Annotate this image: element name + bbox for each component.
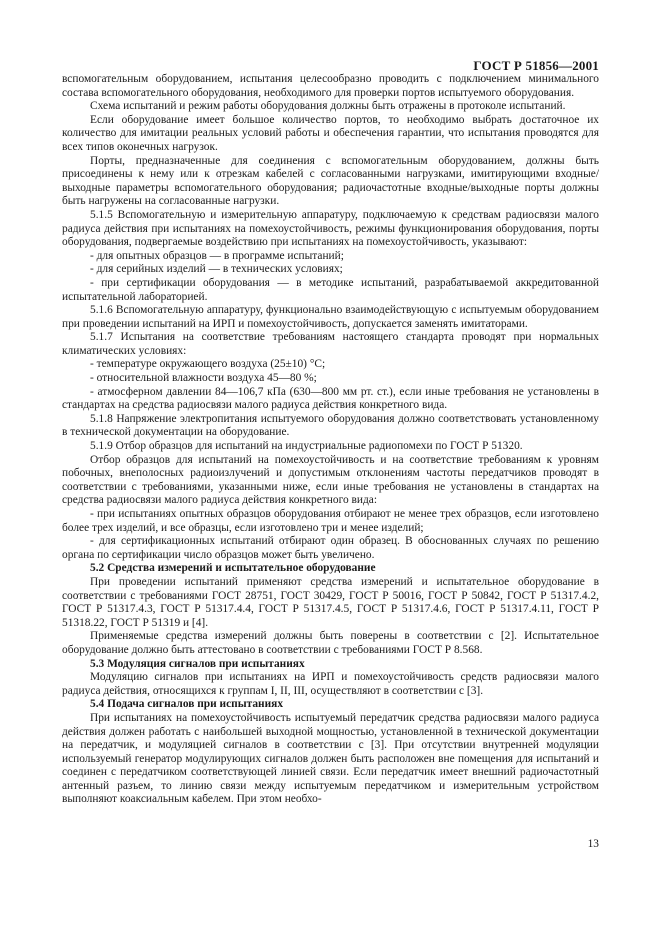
list-item: - температуре окружающего воздуха (25±10) °С;: [90, 358, 326, 371]
list-item: - для опытных образцов — в программе испытаний;: [90, 249, 344, 262]
list-item: - при сертификации оборудования — в методике испытаний, разрабатываемой аккредитованной испытательной лабораторией.: [62, 276, 599, 303]
list-item: - для серийных изделий — в технических условиях;: [90, 263, 343, 276]
section-heading-5-3: 5.3 Модуляция сигналов при испытаниях: [90, 657, 305, 670]
paragraph: Если оборудование имеет большое количество портов, то необходимо выбрать достаточное их количество для имитации реальных условий работы и обеспечения гарантии, что испытания проводятся для всех типов оконечных нагрузок.: [62, 113, 599, 153]
clause-5-1-7: 5.1.7 Испытания на соответствие требованиям настоящего стандарта проводят при нормальных климатических условиях:: [62, 331, 599, 357]
list-item: - для сертификационных испытаний отбирают один образец. В обоснованных случаях по решению органа по сертификации число образцов может быть увеличено.: [62, 535, 599, 561]
body-text: [62, 73, 599, 807]
list-item: - атмосферном давлении 84—106,7 кПа (630—800 мм рт. ст.), если иные требования не установлены в стандартах на средства радиосвязи малого радиуса действия конкретного вида.: [62, 385, 599, 412]
list-item: - относительной влажности воздуха 45—80 %;: [90, 372, 317, 385]
paragraph: Модуляцию сигналов при испытаниях на ИРП и помехоустойчивость средств радиосвязи малого радиуса действия, относящихся к группам I, II, III, осуществляют в соответствии с [3].: [62, 671, 599, 697]
paragraph: При проведении испытаний применяют средства измерений и испытательное оборудование в соответствии с требованиями ГОСТ 28751, ГОСТ 30429, ГОСТ Р 50016, ГОСТ Р 50842, ГОСТ Р 51317.4.2, ГОСТ Р 51317.4.3, ГОСТ Р 51317.4.4, ГОСТ Р 51317.4.5, ГОСТ Р 51317.4.6, ГОСТ Р 51317.4.11, ГОСТ Р 51318.22, ГОСТ Р 51319 и [4].: [62, 575, 599, 629]
page-number: 13: [587, 838, 599, 850]
clause-5-1-5: 5.1.5 Вспомогательную и измерительную аппаратуру, подключаемую к средствам радиосвязи малого радиуса действия при испытаниях на помехоустойчивость, режимы функционирования оборудования, порты оборудования, подвергаемые воздействию при испытаниях на помехоустойчивость, указывают:: [62, 208, 599, 249]
paragraph: Отбор образцов для испытаний на помехоустойчивость и на соответствие требованиям к уровням побочных, внеполосных радиоизлучений и допустимым отклонениям частоты передатчиков проводят в соответствии с требованиями, указанными ниже, если иные требования не установлены в стандартах на средства радиосвязи малого радиуса действия конкретного вида:: [62, 453, 599, 507]
clause-5-1-6: 5.1.6 Вспомогательную аппаратуру, функционально взаимодействующую с испытуемым оборудованием при проведении испытаний на ИРП и помехоустойчивость, допускается заменять имитаторами.: [62, 304, 599, 330]
section-heading-5-4: 5.4 Подача сигналов при испытаниях: [90, 698, 284, 711]
section-heading-5-2: 5.2 Средства измерений и испытательное оборудование: [90, 562, 376, 575]
paragraph: При испытаниях на помехоустойчивость испытуемый передатчик средства радиосвязи малого радиуса действия должен работать с наибольшей выходной мощностью, установленной в технической документации на передатчик, и модуляцией сигналов в соответствии с [3]. При отсутствии внутренней модуляции используемый генератор модулирующих сигналов должен быть расположен вне помещения для испытаний и соединен с передатчиком соответствующей линией связи. Если передатчик имеет внешний радиочастотный антенный разъем, то линию связи между испытуемым передатчиком и измерительным устройством выполняют коаксиальным кабелем. При этом необхо-: [62, 711, 599, 806]
list-item: - при испытаниях опытных образцов оборудования отбирают не менее трех образцов, если изготовлено более трех изделий, и все образцы, если изготовлено три и менее изделий;: [62, 508, 599, 534]
paragraph: Схема испытаний и режим работы оборудования должны быть отражены в протоколе испытаний.: [90, 100, 566, 113]
clause-5-1-8: 5.1.8 Напряжение электропитания испытуемого оборудования должно соответствовать установленному в технической документации на оборудование.: [62, 412, 599, 439]
document-code-header: ГОСТ Р 51856—2001: [473, 58, 599, 73]
paragraph: вспомогательным оборудованием, испытания целесообразно проводить с подключением минимального состава вспомогательного оборудования, необходимого для проверки портов испытуемого оборудования.: [62, 73, 599, 99]
paragraph: Порты, предназначенные для соединения с вспомогательным оборудованием, должны быть присоединены к нему или к отрезкам кабелей с согласованными нагрузками, имитирующими входные/выходные параметры вспомогательного оборудования; радиочастотные входные/выходные порты должны быть нагружены на согласованные нагрузки.: [62, 154, 599, 208]
paragraph: Применяемые средства измерений должны быть поверены в соответствии с [2]. Испытательное оборудование должно быть аттестовано в соответствии с требованиями ГОСТ Р 8.568.: [62, 630, 599, 656]
clause-5-1-9: 5.1.9 Отбор образцов для испытаний на индустриальные радиопомехи по ГОСТ Р 51320.: [90, 440, 523, 453]
